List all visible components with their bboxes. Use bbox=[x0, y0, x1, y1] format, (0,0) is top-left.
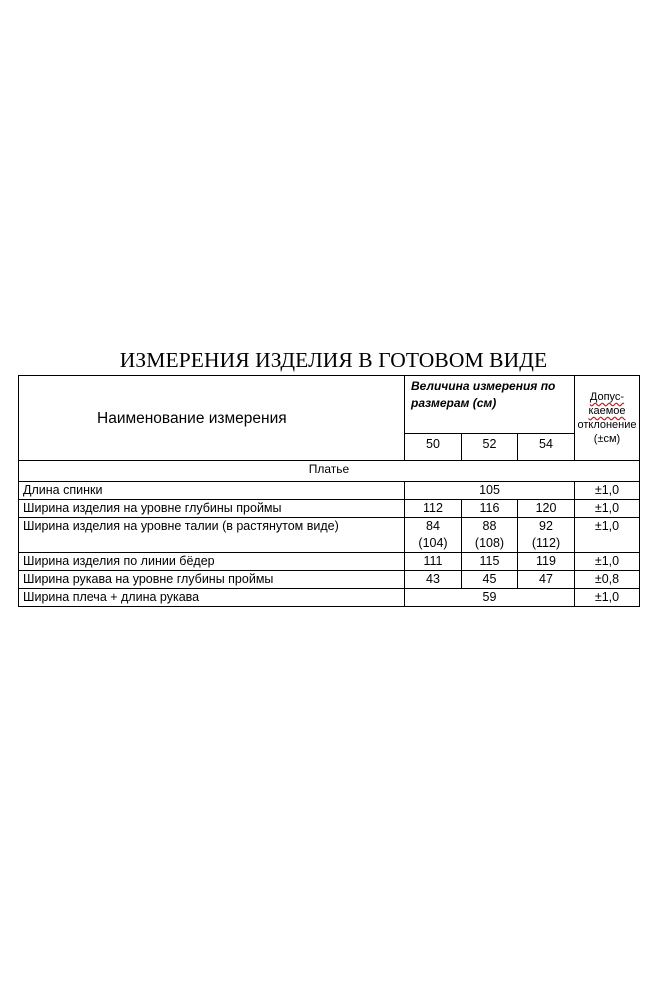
table-row bbox=[19, 518, 640, 553]
row-label: Ширина изделия на уровне талии (в растянутом виде) bbox=[19, 518, 405, 553]
value-54 bbox=[518, 518, 575, 553]
value-52: 115 bbox=[462, 553, 518, 571]
row-label: Длина спинки bbox=[19, 482, 405, 500]
row-label: Ширина изделия на уровне глубины проймы bbox=[19, 500, 405, 518]
value-52-main: 88 bbox=[482, 519, 497, 533]
table-row bbox=[19, 553, 640, 571]
value-54-stretched: (112) bbox=[531, 536, 561, 550]
tolerance-value: ±1,0 bbox=[575, 518, 640, 553]
measurements-table bbox=[18, 375, 640, 607]
tolerance-value: ±1,0 bbox=[575, 553, 640, 571]
value-52: 116 bbox=[462, 500, 518, 518]
table-row bbox=[19, 482, 640, 500]
value-50: 43 bbox=[405, 571, 462, 589]
value-54: 119 bbox=[518, 553, 575, 571]
tolerance-value: ±1,0 bbox=[575, 482, 640, 500]
value-54: 47 bbox=[518, 571, 575, 589]
size-50-header: 50 bbox=[405, 434, 462, 461]
value-50: 112 bbox=[405, 500, 462, 518]
header-name-cell: Наименование измерения bbox=[19, 376, 405, 461]
row-label: Ширина рукава на уровне глубины проймы bbox=[19, 571, 405, 589]
size-54-header: 54 bbox=[518, 434, 575, 461]
tolerance-line1: Допус- bbox=[589, 391, 625, 403]
size-52-header: 52 bbox=[462, 434, 518, 461]
tolerance-line2: каемое bbox=[588, 405, 626, 417]
merged-value: 105 bbox=[405, 482, 575, 500]
section-row bbox=[19, 461, 640, 482]
header-size-group bbox=[405, 376, 575, 434]
tolerance-line4: (±см) bbox=[593, 433, 621, 445]
value-50: 111 bbox=[405, 553, 462, 571]
value-54: 120 bbox=[518, 500, 575, 518]
header-row bbox=[19, 376, 640, 434]
value-50 bbox=[405, 518, 462, 553]
row-label: Ширина изделия по линии бёдер bbox=[19, 553, 405, 571]
header-tolerance-cell bbox=[575, 376, 640, 461]
document-title: ИЗМЕРЕНИЯ ИЗДЕЛИЯ В ГОТОВОМ ВИДЕ bbox=[119, 348, 548, 372]
tolerance-value: ±1,0 bbox=[575, 589, 640, 607]
table-row bbox=[19, 571, 640, 589]
tolerance-value: ±0,8 bbox=[575, 571, 640, 589]
value-52: 45 bbox=[462, 571, 518, 589]
section-label: Платье bbox=[19, 461, 640, 482]
tolerance-value: ±1,0 bbox=[575, 500, 640, 518]
value-50-stretched: (104) bbox=[418, 536, 448, 550]
size-group-line1: Величина измерения по bbox=[411, 379, 556, 393]
merged-value: 59 bbox=[405, 589, 575, 607]
value-52 bbox=[462, 518, 518, 553]
size-group-line2: размерам (см) bbox=[411, 396, 497, 410]
value-50-main: 84 bbox=[426, 519, 440, 533]
row-label: Ширина плеча + длина рукава bbox=[19, 589, 405, 607]
value-52-stretched: (108) bbox=[474, 536, 505, 550]
value-54-main: 92 bbox=[539, 519, 553, 533]
tolerance-line3: отклонение bbox=[577, 419, 637, 431]
table-row bbox=[19, 589, 640, 607]
table-row bbox=[19, 500, 640, 518]
